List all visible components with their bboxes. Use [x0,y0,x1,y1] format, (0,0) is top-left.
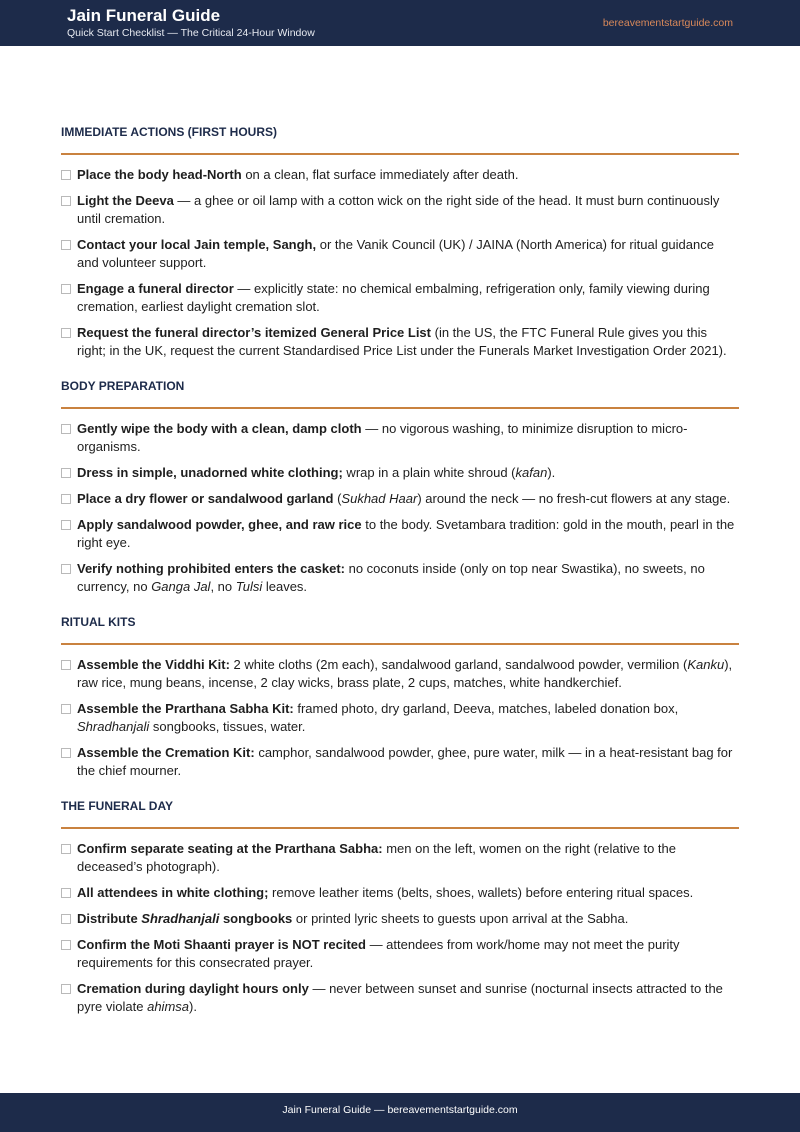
checkbox[interactable] [61,564,71,574]
section-immediate-actions [61,124,739,360]
checkbox[interactable] [61,328,71,338]
item-text: men on the left, women on the right (relative to the deceased’s photograph). [77,841,676,874]
page-footer [0,1093,800,1132]
item-lead: Assemble the Viddhi Kit: [77,657,230,672]
checklist-item [61,280,739,316]
section-heading: THE FUNERAL DAY [61,799,174,813]
item-lead: Confirm the Moti Shaanti prayer is NOT recited [77,937,366,952]
checklist-item [61,236,739,272]
item-text: songbooks, tissues, water. [149,719,306,734]
item-text: to the body. Svetambara tradition: gold in the mouth, pearl in the right eye. [77,517,735,550]
item-lead-part: Distribute [77,911,142,926]
item-lead: Request the funeral director’s itemized General Price List [77,325,431,340]
section-ritual-kits [61,614,739,780]
page-title: Jain Funeral Guide [67,6,221,25]
footer-text: Jain Funeral Guide — bereavementstartguide.com [282,1104,518,1116]
item-text: or printed lyric sheets to guests upon arrival at the Sabha. [292,911,629,926]
item-text: — never between sunset and sunrise (nocturnal insects attracted to the pyre violate [77,981,723,1014]
item-lead: Engage a funeral director [77,281,234,296]
section-divider [61,643,739,645]
item-lead [77,911,292,926]
section-body-preparation [61,378,739,596]
checkbox[interactable] [61,196,71,206]
section-divider [61,827,739,829]
checklist-item [61,936,739,972]
item-term: Kanku [687,657,725,672]
checkbox[interactable] [61,660,71,670]
checkbox[interactable] [61,494,71,504]
item-text: , no [210,579,236,594]
item-term: Tulsi [235,579,263,594]
checklist-item [61,656,739,692]
section-funeral-day [61,798,739,1016]
item-text: ), raw rice, mung beans, incense, 2 clay wicks, brass plate, 2 cups, matches, white handkerchief. [77,657,733,690]
checkbox[interactable] [61,520,71,530]
checkbox[interactable] [61,284,71,294]
item-text: ) around the neck — no fresh-cut flowers at any stage. [417,491,731,506]
checkbox[interactable] [61,240,71,250]
checkbox[interactable] [61,888,71,898]
item-text: ( [333,491,342,506]
checklist-item [61,700,739,736]
item-lead-part: songbooks [219,911,293,926]
checklist-item [61,464,739,482]
checklist-item [61,840,739,876]
item-text: on a clean, flat surface immediately after death. [241,167,519,182]
item-text: — attendees from work/home may not meet the purity requirements for this consecrated prayer. [77,937,680,970]
item-text: — no vigorous washing, to minimize disruption to micro-organisms. [77,421,688,454]
checklist-item [61,324,739,360]
item-lead: Place a dry flower or sandalwood garland [77,491,334,506]
item-lead: Contact your local Jain temple, Sangh, [77,237,317,252]
item-text: — explicitly state: no chemical embalming, refrigeration only, family viewing during cremation, earliest daylight cremation slot. [77,281,710,314]
section-heading: IMMEDIATE ACTIONS (FIRST HOURS) [61,125,277,139]
item-text: (in the US, the FTC Funeral Rule gives you this right; in the UK, request the current Standardised Price List under the Funerals Market Investigation Order 2021). [77,325,727,358]
item-lead-term: Shradhanjali [141,911,220,926]
item-text: framed photo, dry garland, Deeva, matches, labeled donation box, [293,701,679,716]
item-lead: Verify nothing prohibited enters the casket: [77,561,345,576]
section-heading: BODY PREPARATION [61,379,185,393]
item-lead: Apply sandalwood powder, ghee, and raw rice [77,517,362,532]
item-term: Sukhad Haar [341,491,418,506]
checklist-item [61,744,739,780]
checklist-item [61,166,739,184]
checklist-item [61,192,739,228]
item-text: wrap in a plain white shroud ( [342,465,516,480]
item-text: — a ghee or oil lamp with a cotton wick on the right side of the head. It must burn continuously until cremation. [77,193,720,226]
item-text: 2 white cloths (2m each), sandalwood garland, sandalwood powder, vermilion ( [229,657,688,672]
item-text: remove leather items (belts, shoes, wallets) before entering ritual spaces. [268,885,694,900]
item-term: ahimsa [147,999,190,1014]
checklist-item [61,516,739,552]
item-term: kafan [515,465,548,480]
checklist-item [61,420,739,456]
item-term: Ganga Jal [151,579,211,594]
item-text: ). [547,465,556,480]
item-lead: Cremation during daylight hours only [77,981,309,996]
checkbox[interactable] [61,748,71,758]
page-header [0,0,800,46]
item-lead: Assemble the Prarthana Sabha Kit: [77,701,294,716]
item-text: leaves. [262,579,308,594]
item-text: ). [189,999,197,1014]
item-text: no coconuts inside (only on top near Swastika), no sweets, no currency, no [77,561,705,594]
checklist-content [61,124,739,1024]
item-lead: Light the Deeva [77,193,174,208]
item-text: or the Vanik Council (UK) / JAINA (North America) for ritual guidance and volunteer support. [77,237,714,270]
checkbox[interactable] [61,984,71,994]
checklist-item [61,560,739,596]
item-lead: Assemble the Cremation Kit: [77,745,255,760]
checkbox[interactable] [61,940,71,950]
checkbox[interactable] [61,170,71,180]
item-lead: Gently wipe the body with a clean, damp cloth [77,421,362,436]
item-lead: All attendees in white clothing; [77,885,269,900]
checkbox[interactable] [61,468,71,478]
item-term: Shradhanjali [77,719,150,734]
checkbox[interactable] [61,844,71,854]
page-subtitle: Quick Start Checklist — The Critical 24-Hour Window [67,27,315,39]
section-heading: RITUAL KITS [61,615,136,629]
item-lead: Confirm separate seating at the Prarthana Sabha: [77,841,383,856]
checkbox[interactable] [61,914,71,924]
item-lead: Dress in simple, unadorned white clothing; [77,465,343,480]
item-text: camphor, sandalwood powder, ghee, pure water, milk — in a heat-resistant bag for the chief mourner. [77,745,733,778]
item-lead: Place the body head-North [77,167,242,182]
checklist-item [61,910,739,928]
checklist-item [61,980,739,1016]
checklist-item [61,490,739,508]
checkbox[interactable] [61,424,71,434]
checklist-item [61,884,739,902]
checkbox[interactable] [61,704,71,714]
section-divider [61,407,739,409]
section-divider [61,153,739,155]
header-site-link[interactable]: bereavementstartguide.com [602,17,733,29]
